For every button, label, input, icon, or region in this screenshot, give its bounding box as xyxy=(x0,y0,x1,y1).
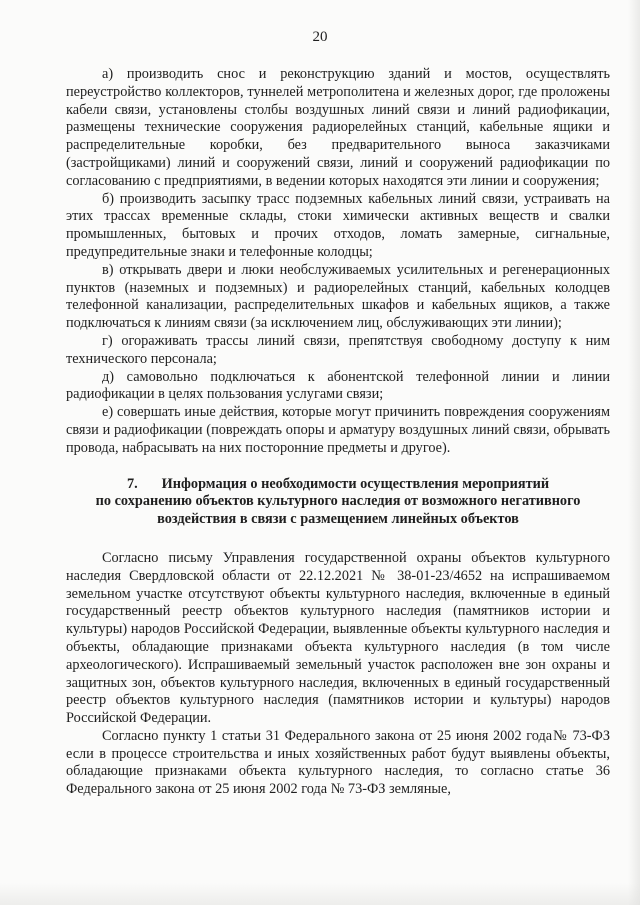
paragraph-item-e: е) совершать иные действия, которые могут причинить повреждения сооружениям связи и радиофикации (повреждать опоры и арматуру воздушных линий связи, обрывать провода, набрасывать на них посторонние предметы и другое). xyxy=(66,404,610,456)
scan-bottom-shadow xyxy=(0,883,640,905)
section-number: 7. xyxy=(126,475,138,492)
paragraph-item-b: б) производить засыпку трасс подземных кабельных линий связи, устраивать на этих трассах временные склады, стоки химически активных веществ и свалки промышленных, бытовых и прочих отходов, ломать замерные, сигнальные, предупредительные знаки и телефонные колодцы; xyxy=(66,190,610,260)
section-title-part-1: Информация о необходимости осуществления мероприятий xyxy=(161,475,550,492)
paragraph-federal-law-reference: Согласно пункту 1 статьи 31 Федерального закона от 25 июня 2002 года№ 73-ФЗ если в процессе строительства и иных хозяйственных работ будут выявлены объекты, обладающие признаками объекта культурного наследия, то согласно статье 36 Федерального закона от 25 июня 2002 года № 73-ФЗ земляные, xyxy=(66,727,610,798)
section-heading-line-3: воздействия в связи с размещением линейных объектов xyxy=(157,511,519,528)
document-body xyxy=(66,66,610,799)
paragraph-item-g: г) огораживать трассы линий связи, препятствуя свободному доступу к ним технического персонала; xyxy=(66,332,610,367)
paragraph-item-v: в) открывать двери и люки необслуживаемых усилительных и регенерационных пунктов (наземных и подземных) и радиорелейных станций, кабельных колодцев телефонной канализации, распределительных шкафов и кабельных ящиков, а также подключаться к линиям связи (за исключением лиц, обслуживающих эти линии); xyxy=(66,261,610,332)
page-number: 20 xyxy=(312,29,328,45)
section-heading-line-1 xyxy=(66,476,610,494)
scan-edge-shadow xyxy=(628,0,640,905)
paragraph-item-d: д) самовольно подключаться к абонентской телефонной линии и линии радиофикации в целях пользования услугами связи; xyxy=(66,368,610,403)
paragraph-cultural-heritage-letter: Согласно письму Управления государственной охраны объектов культурного наследия Свердловской области от 22.12.2021 № 38-01-23/4652 на испрашиваемом земельном участке отсутствуют объекты культурного наследия, включенные в единый государственный реестр объектов культурного наследия (памятников истории и культуры) народов Российской Федерации, выявленные объекты культурного наследия и объекты, обладающие признаками объекта культурного наследия (в том числе археологического). Испрашиваемый земельный участок расположен вне зон охраны и защитных зон, объектов культурного наследия, включенных в единый государственный реестр объектов культурного наследия (памятников истории и культуры) народов Российской Федерации. xyxy=(66,549,610,727)
paragraph-item-a: а) производить снос и реконструкцию зданий и мостов, осуществлять переустройство коллекторов, туннелей метрополитена и железных дорог, где проложены кабели связи, установлены столбы воздушных линий связи и линий радиофикации, размещены технические сооружения радиорелейных станций, кабельные ящики и распределительные коробки, без предварительного выноса заказчиками (застройщиками) линий и сооружений связи, линий и сооружений радиофикации по согласованию с предприятиями, в ведении которых находятся эти линии и сооружения; xyxy=(66,66,610,189)
section-heading-line-2: по сохранению объектов культурного наследия от возможного негативного xyxy=(95,493,581,510)
section-heading xyxy=(66,476,610,529)
